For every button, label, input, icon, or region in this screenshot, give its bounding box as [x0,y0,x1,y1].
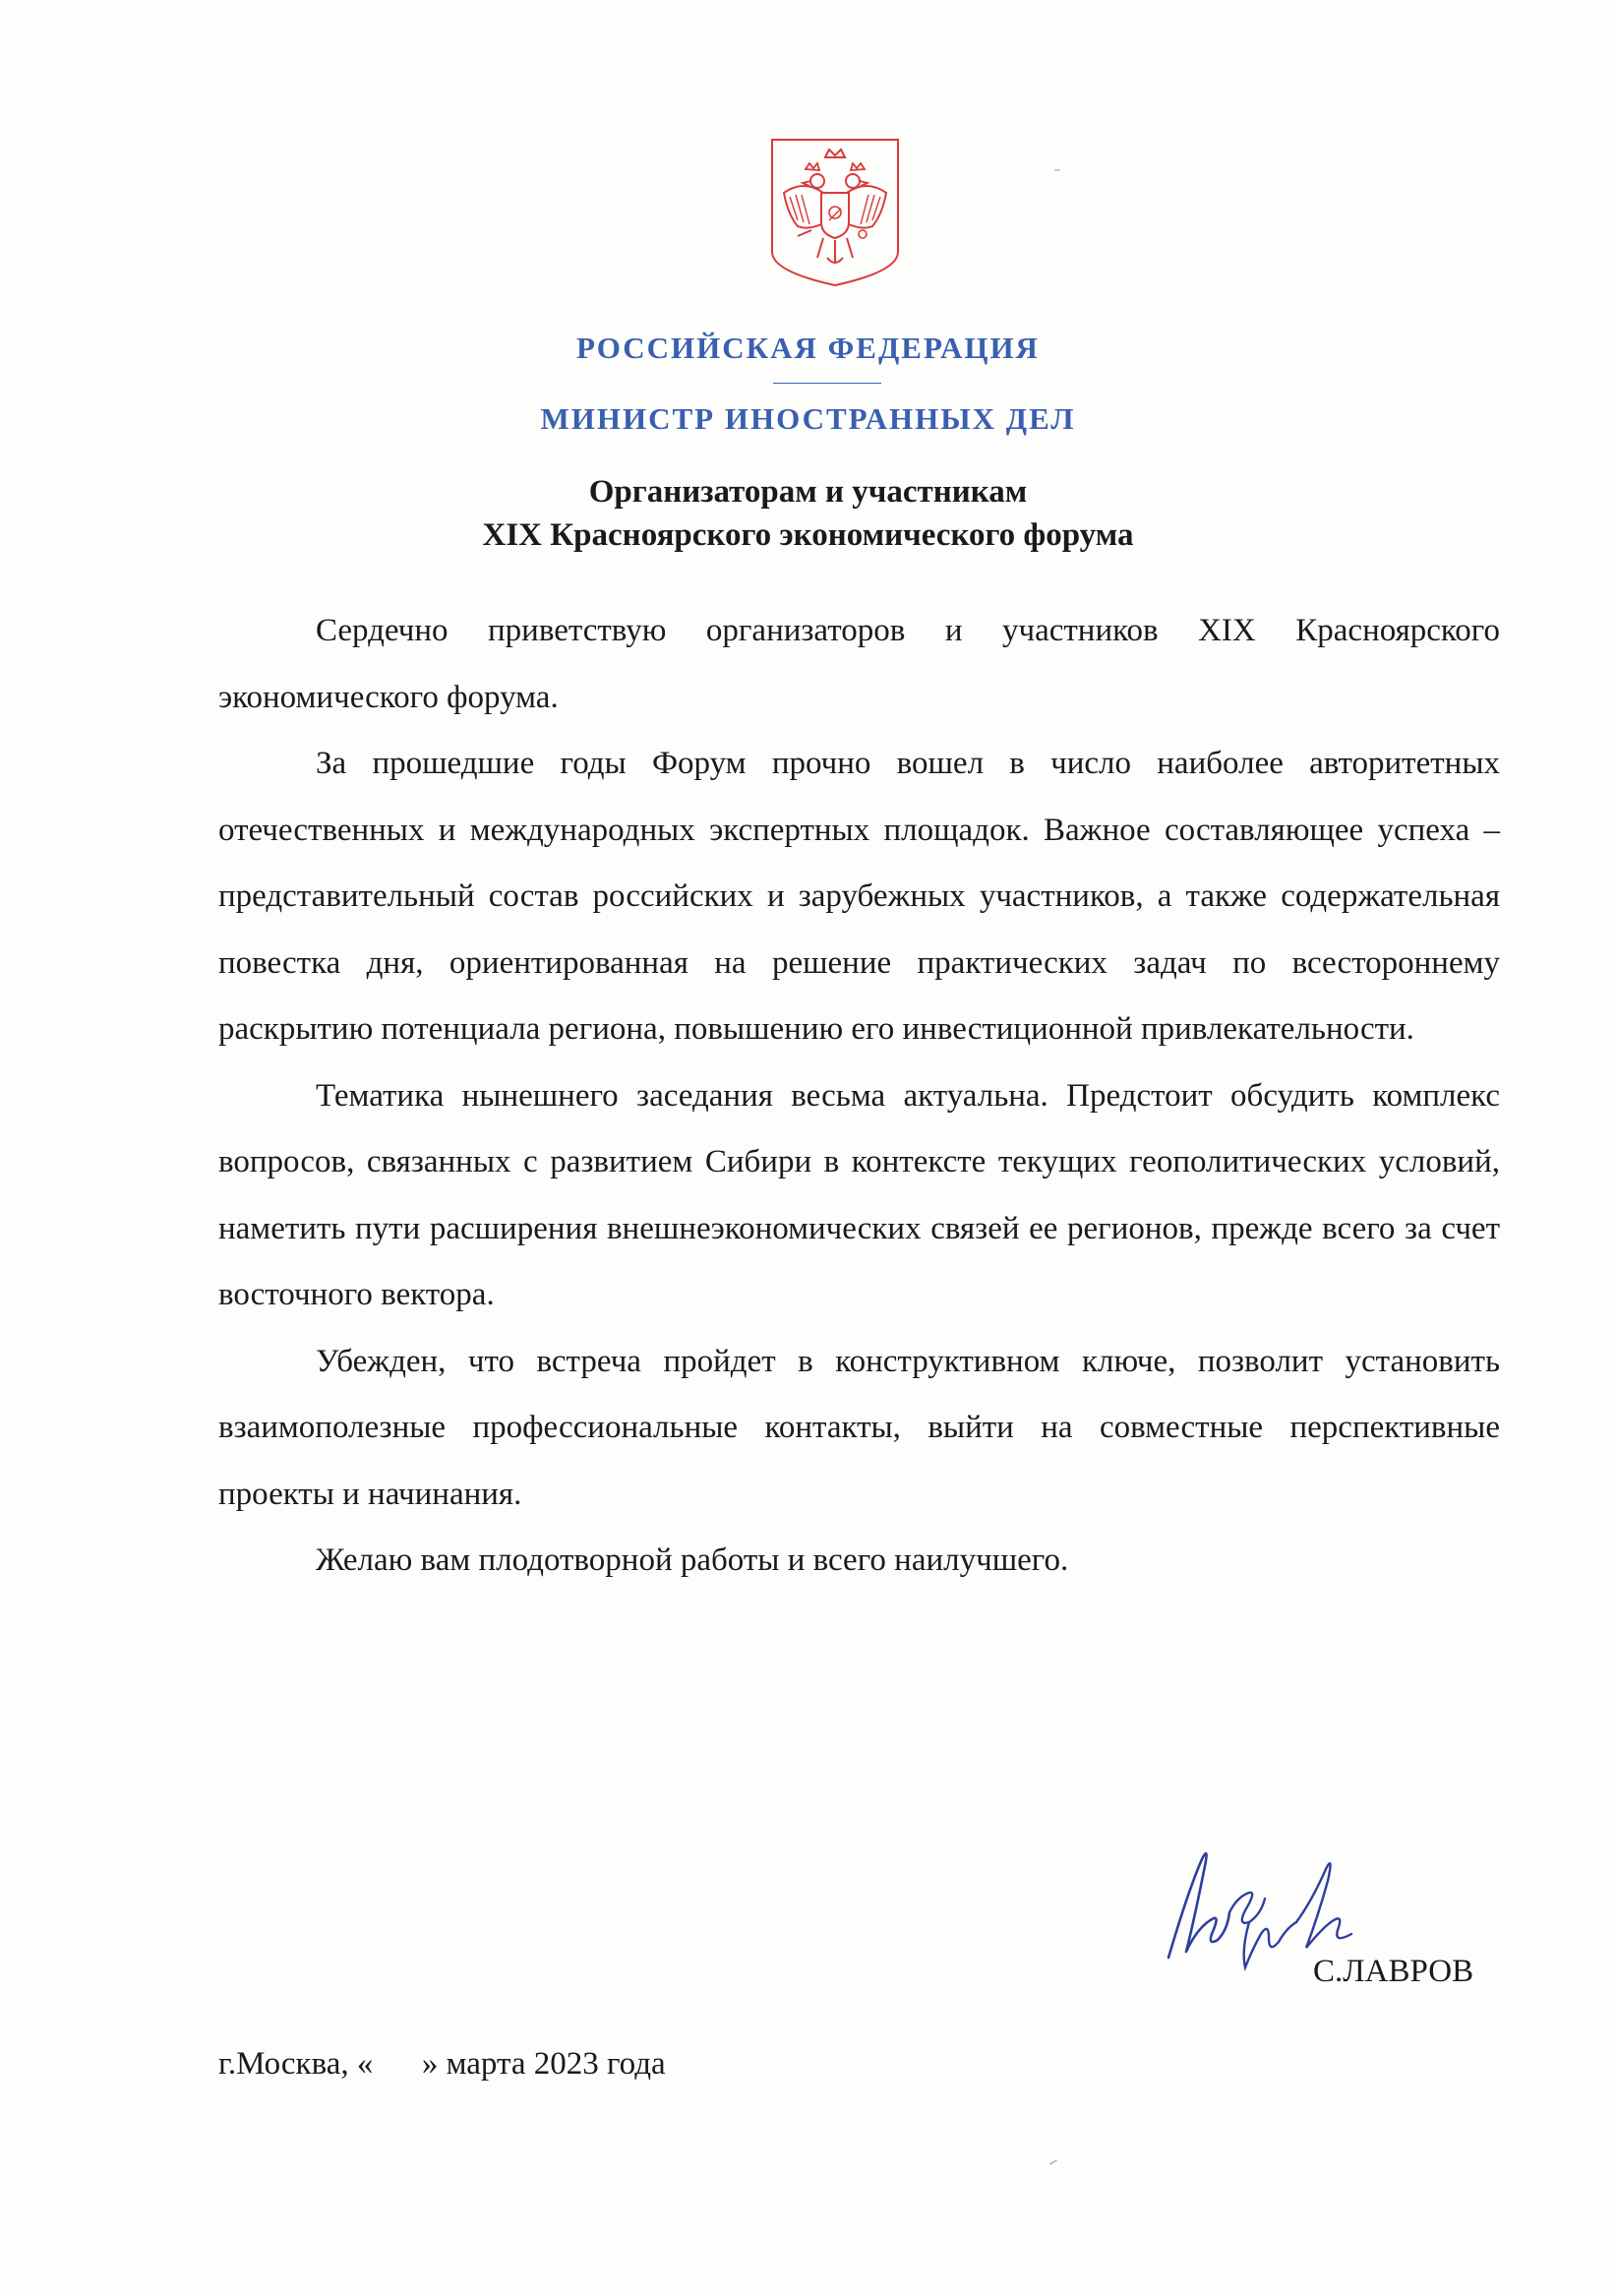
body-paragraph: Желаю вам плодотворной работы и всего наилучшего. [316,1542,1069,1578]
coat-of-arms-emblem [768,136,902,289]
scan-artifact [1054,169,1060,171]
letter-heading-line2: XIX Красноярского экономического форума [482,517,1134,553]
letterhead-country: РОССИЙСКАЯ ФЕДЕРАЦИЯ [576,331,1040,365]
place-and-date: г.Москва, « » марта 2023 года [218,2046,666,2082]
letterhead-divider [773,383,881,384]
letterhead-office: МИНИСТР ИНОСТРАННЫХ ДЕЛ [540,401,1076,436]
scan-artifact [1049,2159,1057,2165]
body-paragraph: За прошедшие годы Форум прочно вошел в число наиболее авторитетных отечественных и международных экспертных площадок. Важное составляющее успеха – представительный состав российских и зарубежных участников, а также содержательная повестка дня, ориентированная на решение практических задач по всестороннему раскрытию потенциала региона, повышению его инвестиционной привлекательности. [218,746,1500,1047]
letter-heading-line1: Организаторам и участникам [588,474,1028,510]
body-paragraph: Убежден, что встреча пройдет в конструктивном ключе, позволит установить взаимополезные профессиональные контакты, выйти на совместные перспективные проекты и начинания. [218,1343,1500,1512]
body-paragraph: Сердечно приветствую организаторов и участников XIX Красноярского экономического форума. [218,613,1500,715]
letter-body [218,598,1500,1595]
body-paragraph: Тематика нынешнего заседания весьма актуальна. Предстоит обсудить комплекс вопросов, связанных с развитием Сибири в контексте текущих геополитических условий, наметить пути расширения внешнеэкономических связей ее регионов, прежде всего за счет восточного вектора. [218,1077,1500,1312]
signer-name: С.ЛАВРОВ [1313,1954,1474,1989]
